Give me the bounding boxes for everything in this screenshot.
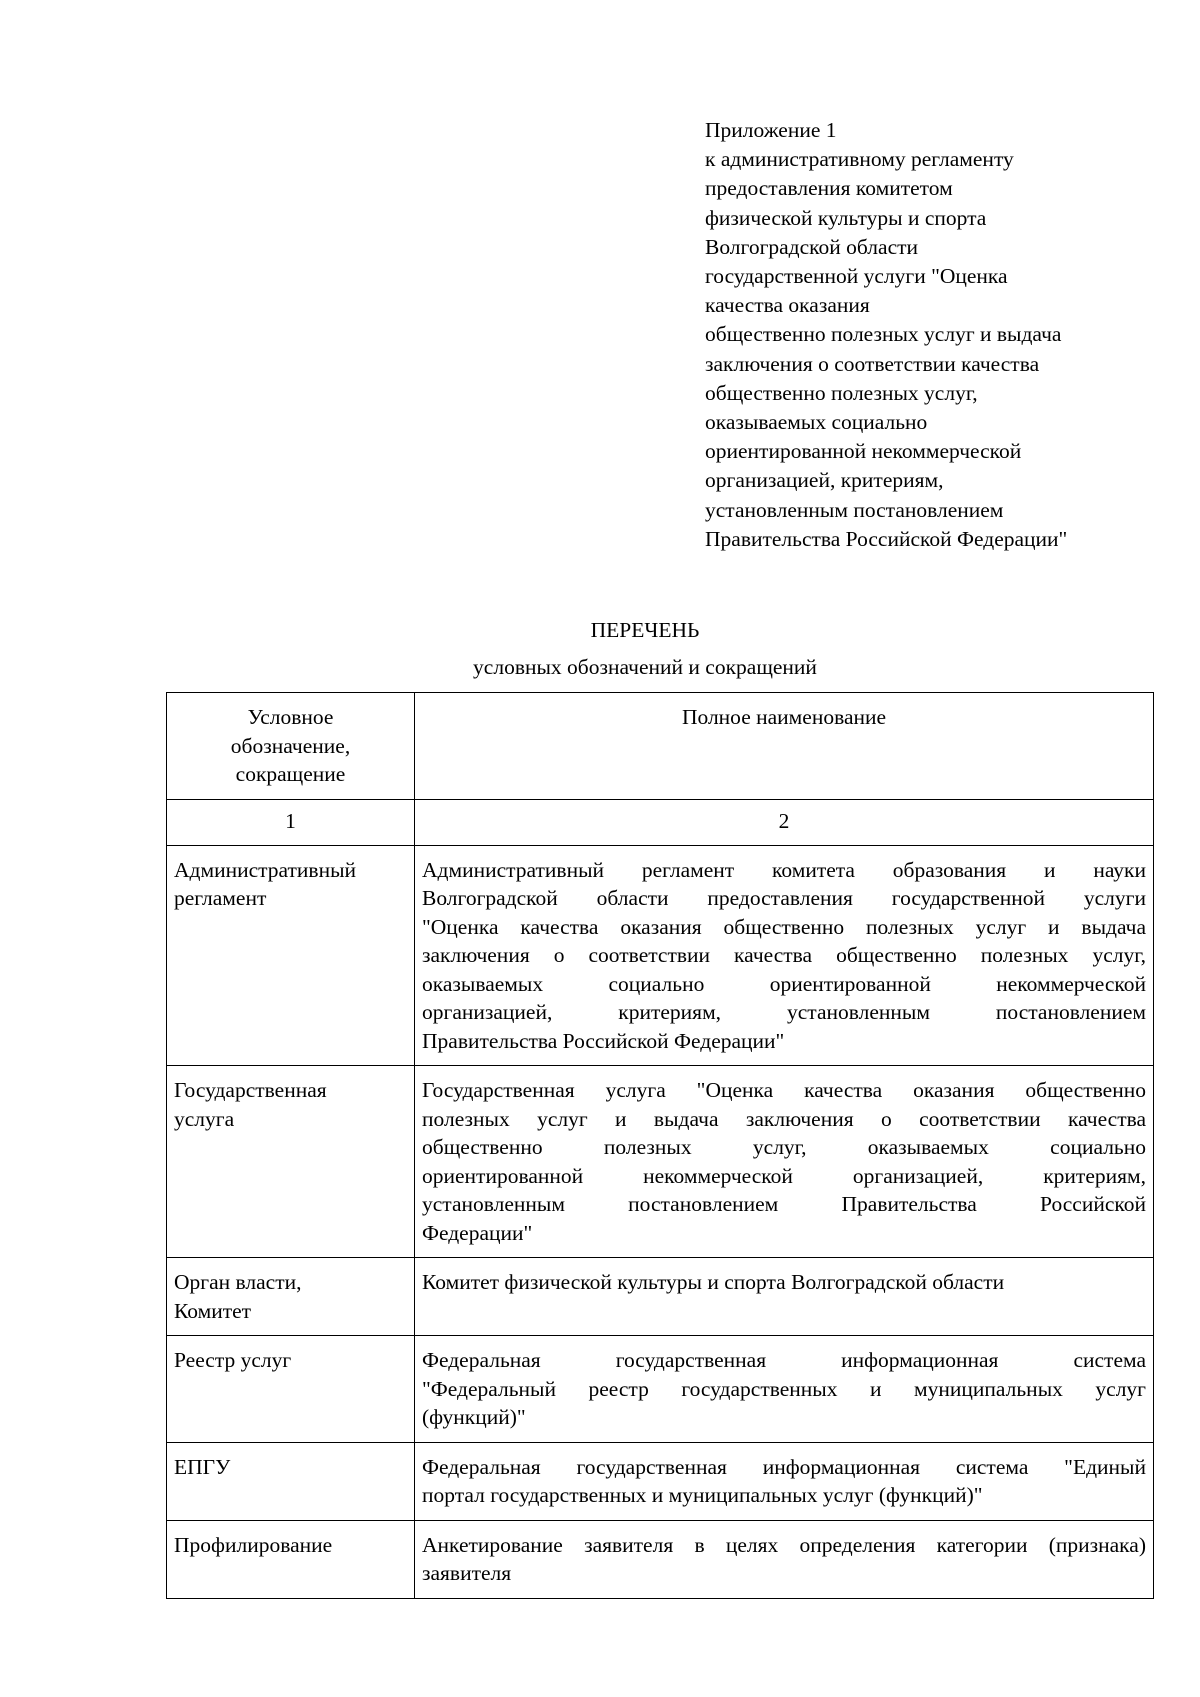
abbreviations-table (166, 692, 1154, 1599)
term-line: Государственная (174, 1078, 327, 1102)
definition-line: заявителя (422, 1561, 512, 1585)
term-line: Административный (174, 857, 357, 882)
header-line: Полное наименование (681, 705, 887, 729)
definition-line: Анкетирование заявителя в целях определения категории (признака) (422, 1532, 1146, 1557)
appendix-line: государственной услуги "Оценка (705, 264, 1008, 289)
appendix-line: общественно полезных услуг, (705, 380, 978, 405)
definition-line: портал государственных и муниципальных услуг (функций)" (422, 1483, 983, 1507)
term-line: Реестр услуг (174, 1348, 292, 1372)
definition-cell (415, 1066, 1154, 1258)
definition-line: Федерации" (422, 1220, 533, 1245)
definition-line: Федеральная государственная информационная система "Единый (422, 1454, 1146, 1479)
column-number-1: 1 (167, 799, 415, 845)
table-row (167, 1336, 1154, 1443)
term-cell (167, 1442, 415, 1520)
table-row (167, 1258, 1154, 1336)
definition-line: полезных услуг и выдача заключения о соответствии качества (422, 1106, 1146, 1131)
header-line: сокращение (235, 762, 346, 786)
definition-line: "Федеральный реестр государственных и муниципальных услуг (422, 1376, 1146, 1401)
term-line: Профилирование (174, 1532, 333, 1557)
header-line: Условное (247, 705, 334, 729)
header-cell-term (167, 693, 415, 800)
appendix-line: заключения о соответствии качества (705, 351, 1040, 376)
appendix-line: оказываемых социально (705, 410, 928, 435)
column-number-2: 2 (415, 799, 1154, 845)
header-line: обозначение, (230, 733, 351, 758)
definition-cell (415, 845, 1154, 1066)
definition-line: "Оценка качества оказания общественно полезных услуг и выдача (422, 914, 1146, 939)
table-row (167, 845, 1154, 1066)
term-cell (167, 1258, 415, 1336)
document-title: ПЕРЕЧЕНЬ (590, 618, 700, 642)
appendix-line: физической культуры и спорта (705, 205, 987, 230)
term-line: ЕПГУ (174, 1454, 231, 1479)
definition-line: (функций)" (422, 1405, 526, 1429)
definition-line: общественно полезных услуг, оказываемых социально (422, 1135, 1146, 1159)
appendix-line: организацией, критериям, (705, 468, 944, 493)
definition-line: Правительства Российской Федерации" (422, 1028, 785, 1053)
definition-cell (415, 1258, 1154, 1336)
definition-line: Административный регламент комитета образования и науки (422, 857, 1146, 882)
definition-cell (415, 1520, 1154, 1598)
appendix-line: качества оказания (705, 293, 870, 318)
definition-line: оказываемых социально ориентированной некоммерческой (422, 971, 1146, 996)
appendix-line: общественно полезных услуг и выдача (705, 322, 1062, 347)
definition-cell (415, 1442, 1154, 1520)
term-line: Комитет (174, 1298, 252, 1323)
appendix-line: Приложение 1 (705, 118, 837, 142)
definition-line: организацией, критериям, установленным постановлением (422, 1000, 1146, 1024)
table-header-row (167, 693, 1154, 800)
term-line: регламент (174, 886, 267, 910)
table-row (167, 1520, 1154, 1598)
definition-line: Комитет физической культуры и спорта Волгоградской области (422, 1270, 1005, 1294)
definition-cell (415, 1336, 1154, 1443)
definition-line: заключения о соответствии качества общественно полезных услуг, (422, 943, 1146, 967)
header-cell-full-name (415, 693, 1154, 800)
definition-line: Федеральная государственная информационная система (422, 1348, 1146, 1372)
definition-line: Волгоградской области предоставления государственной услуги (422, 886, 1146, 910)
table-row (167, 1066, 1154, 1258)
document-subtitle: условных обозначений и сокращений (473, 655, 817, 679)
appendix-line: к административному регламенту (705, 147, 1014, 172)
term-cell (167, 1066, 415, 1258)
appendix-line: Волгоградской области (705, 234, 919, 259)
appendix-line: ориентированной некоммерческой (705, 439, 1022, 464)
definition-line: Государственная услуга "Оценка качества оказания общественно (422, 1078, 1146, 1102)
table-row (167, 1442, 1154, 1520)
appendix-block (705, 116, 1165, 554)
appendix-line: предоставления комитетом (705, 176, 953, 201)
definition-line: установленным постановлением Правительства Российской (422, 1192, 1146, 1216)
term-line: Орган власти, (174, 1270, 302, 1294)
table-number-row (167, 799, 1154, 845)
appendix-line: Правительства Российской Федерации" (705, 526, 1068, 551)
term-line: услуга (174, 1106, 235, 1131)
definition-line: ориентированной некоммерческой организацией, критериям, (422, 1163, 1146, 1188)
appendix-line: установленным постановлением (705, 497, 1004, 522)
term-cell (167, 845, 415, 1066)
term-cell (167, 1520, 415, 1598)
term-cell (167, 1336, 415, 1443)
